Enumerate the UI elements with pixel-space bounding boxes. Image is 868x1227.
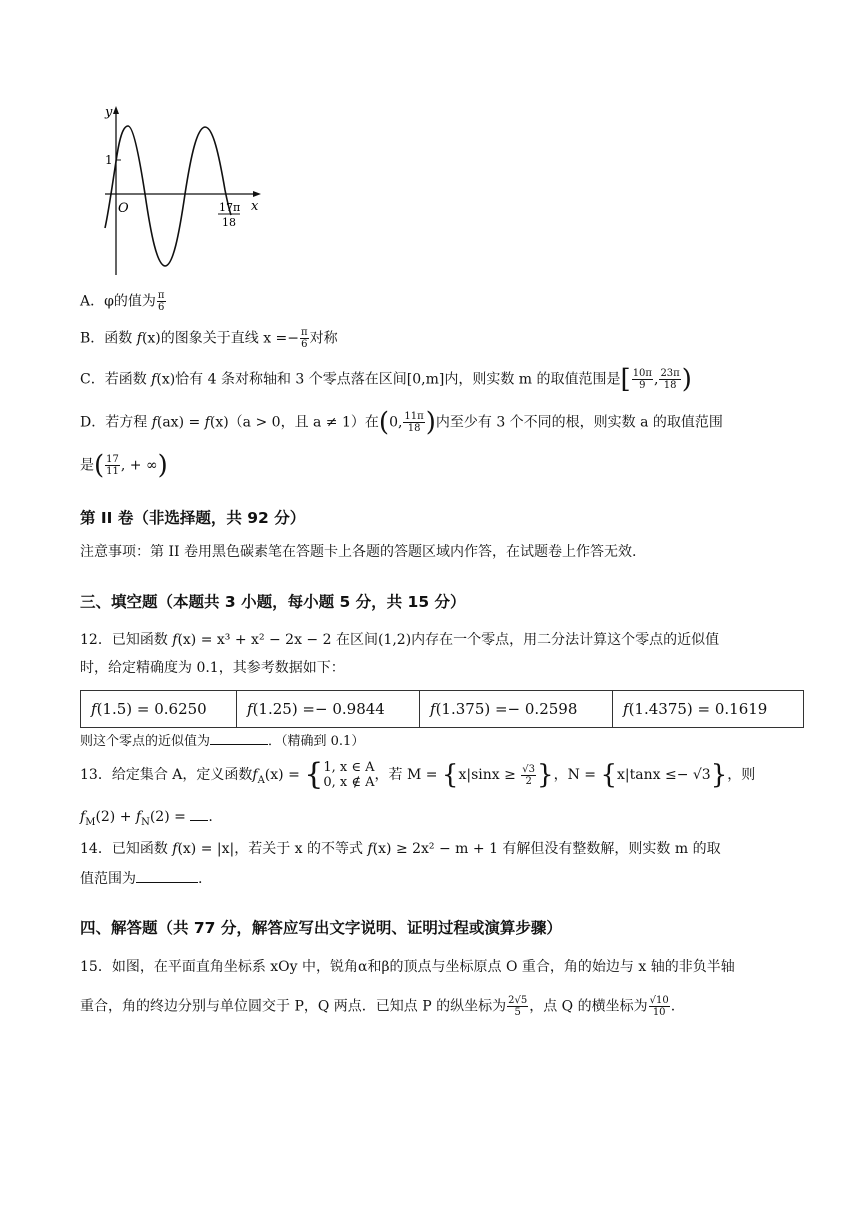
frac-den: 5: [514, 1007, 521, 1018]
case-2: 0, x ∉ A: [323, 775, 375, 790]
q12-line2: 时，给定精确度为 0.1，其参考数据如下：: [80, 660, 345, 676]
option-c-frac1: [632, 368, 653, 391]
frac-num: 11π: [404, 411, 424, 422]
option-d-frac1: [403, 411, 424, 434]
interval-start: 0,: [389, 414, 403, 431]
option-b-frac: [300, 327, 309, 350]
bracket-close: ): [681, 364, 692, 395]
brace-close: }: [537, 760, 554, 790]
frac-num: √10: [649, 995, 669, 1006]
comma: ,: [653, 371, 659, 388]
brace-close: }: [710, 760, 728, 790]
frac-den: 18: [663, 380, 677, 391]
table-cell: [420, 691, 613, 728]
p-frac: [507, 995, 528, 1018]
frac-den: 9: [639, 380, 646, 391]
option-d-suffix: 内至少有 3 个不同的根，则实数 a 的取值范围: [435, 414, 723, 431]
option-b-prefix: B．函数: [80, 330, 137, 347]
q15-line2-prefix: 重合，角的终边分别与单位圆交于 P，Q 两点．已知点 P 的纵坐标为: [80, 998, 507, 1015]
frac-num: 10π: [632, 368, 652, 379]
cases: [323, 760, 374, 790]
frac-den: 6: [301, 339, 308, 350]
table-cell: [613, 691, 804, 728]
fn-symbol: f: [80, 809, 86, 825]
answer-blank: [210, 730, 268, 745]
fn-symbol: f: [623, 700, 629, 718]
option-b-mid: (x)的图象关于直线 x =−: [141, 330, 300, 347]
q14-line2-text: 值范围为: [80, 871, 136, 887]
subscript: M: [85, 816, 96, 828]
n-set-text: x|tanx ≤− √3: [617, 767, 711, 783]
section-4-title: 四、解答题（共 77 分，解答应写出文字说明、证明过程或演算步骤）: [80, 919, 562, 937]
subscript: N: [141, 816, 150, 828]
paren-open: (: [94, 450, 105, 481]
frac-num: π: [157, 290, 165, 301]
case-1: 1, x ∈ A: [323, 760, 375, 775]
sine-curve: [105, 126, 231, 266]
q13-after-cases: ，若 M =: [374, 767, 442, 783]
fn-symbol: f: [204, 414, 210, 431]
q15-line2: [80, 995, 675, 1018]
q13-line2: [80, 806, 213, 833]
n-part: ，N =: [553, 767, 601, 783]
q15-line2-mid: ，点 Q 的横坐标为: [529, 998, 648, 1015]
option-c: [80, 364, 692, 395]
q14-line1: [80, 839, 721, 859]
q-frac: [649, 995, 670, 1018]
cell-text: (1.375) =− 0.2598: [435, 700, 578, 718]
tick-17pi-num: 17π: [219, 201, 241, 214]
q12-after-prefix: 则这个零点的近似值为: [80, 734, 211, 749]
q13-line2-end: (2) =: [149, 809, 191, 825]
table-cell: [237, 691, 420, 728]
brace-open: {: [600, 760, 618, 790]
period: .: [198, 871, 203, 887]
table-cell: [81, 691, 237, 728]
cell-text: (1.5) = 0.6250: [96, 700, 207, 718]
q12-data-table: [80, 690, 804, 728]
q12-after-suffix: ．（精确到 0.1）: [268, 734, 365, 749]
q14-prefix: 14．已知函数: [80, 841, 173, 857]
fn-symbol: f: [172, 632, 178, 648]
frac-num: 23π: [660, 368, 680, 379]
fn-symbol: f: [151, 414, 157, 431]
tick-one-label: 1: [105, 153, 113, 167]
fn-symbol: f: [247, 700, 253, 718]
fn-symbol: f: [252, 767, 258, 783]
fn-symbol: f: [430, 700, 436, 718]
paren-close: ): [157, 450, 168, 481]
frac-num: √3: [522, 763, 536, 775]
period: .: [208, 809, 213, 825]
frac-den: 10: [652, 1007, 666, 1018]
frac-num: π: [301, 327, 308, 338]
option-d-line2: [80, 450, 168, 481]
q14-mid1: (x) = |x|，若关于 x 的不等式: [177, 841, 368, 857]
paren-close: ): [425, 407, 436, 438]
section-2-note: 注意事项：第 II 卷用黑色碳素笔在答题卡上各题的答题区域内作答，在试题卷上作答无效.: [80, 544, 637, 560]
m-frac: [521, 764, 536, 787]
answer-blank: [136, 868, 198, 883]
option-b-suffix: 对称: [309, 330, 338, 347]
q13-mid: (x) =: [264, 767, 305, 783]
tick-17pi-den: 18: [222, 216, 236, 229]
frac-den: 6: [158, 302, 165, 313]
paren-open: (: [378, 407, 390, 438]
option-a-text: A．φ的值为: [80, 293, 156, 310]
cell-text: (1.25) =− 0.9844: [252, 700, 385, 718]
option-d-line2-prefix: 是: [80, 457, 94, 474]
option-d-line2-rest: , + ∞: [120, 457, 158, 474]
section-3-title: 三、填空题（本题共 3 小题，每小题 5 分，共 15 分）: [80, 593, 466, 611]
fn-symbol: f: [135, 809, 142, 825]
subscript: A: [257, 774, 265, 786]
option-d-mid2: (x)（a > 0，且 a ≠ 1）在: [209, 414, 379, 431]
q13-line1: [80, 757, 756, 792]
section-2-title: 第 II 卷（非选择题，共 92 分）: [80, 509, 306, 527]
q12-prefix: 12．已知函数: [80, 632, 173, 648]
brace-open: {: [441, 760, 459, 790]
answer-blank: [190, 806, 208, 821]
cell-text: (1.4375) = 0.1619: [628, 700, 768, 718]
table-row: [81, 691, 804, 728]
frac-num: 17: [106, 454, 119, 465]
q14-line2: [80, 868, 202, 889]
x-axis-arrow: [253, 191, 261, 197]
option-a: [80, 290, 167, 313]
option-c-frac2: [659, 368, 680, 391]
q12-formula: (x) = x³ + x² − 2x − 2 在区间(1,2)内存在一个零点，用二分法计算这个零点的近似值: [177, 632, 720, 648]
sine-graph: [95, 100, 270, 280]
bracket-open: [: [620, 364, 631, 395]
q14-mid2: (x) ≥ 2x² − m + 1 有解但没有整数解，则实数 m 的取: [372, 841, 721, 857]
q12-after: [80, 730, 364, 752]
option-c-mid: (x)恰有 4 条对称轴和 3 个零点落在区间[0,m]内，则实数 m 的取值范围是: [156, 371, 621, 388]
frac-den: 11: [106, 466, 119, 477]
q15-line1: 15．如图，在平面直角坐标系 xOy 中，锐角α和β的顶点与坐标原点 O 重合，角的始边与 x 轴的非负半轴: [80, 959, 735, 975]
frac-den: 2: [525, 775, 532, 787]
fn-symbol: f: [91, 700, 97, 718]
fn-symbol: f: [172, 841, 178, 857]
frac-num: 2√5: [508, 995, 528, 1006]
option-b: [80, 327, 338, 350]
fn-symbol: f: [367, 841, 373, 857]
y-axis-arrow: [113, 106, 119, 114]
q13-line2-mid: (2) +: [95, 809, 136, 825]
m-set-text: x|sinx ≥: [458, 767, 521, 783]
option-a-frac: [157, 290, 166, 313]
option-c-prefix: C．若函数: [80, 371, 152, 388]
cases-brace: {: [304, 757, 324, 792]
fn-symbol: f: [136, 330, 142, 347]
origin-label: O: [118, 201, 129, 216]
option-d-prefix: D．若方程: [80, 414, 152, 431]
q12-line1: [80, 630, 719, 650]
period: .: [670, 998, 676, 1015]
option-d-mid1: (ax) =: [156, 414, 205, 431]
frac-den: 18: [407, 423, 421, 434]
q13-tail: ，则: [727, 767, 756, 783]
y-axis-label: y: [105, 105, 113, 120]
x-axis-label: x: [251, 199, 259, 214]
option-d-frac2: [105, 454, 120, 477]
fn-symbol: f: [151, 371, 157, 388]
option-d-line1: [80, 407, 723, 438]
q13-prefix: 13．给定集合 A，定义函数: [80, 767, 253, 783]
